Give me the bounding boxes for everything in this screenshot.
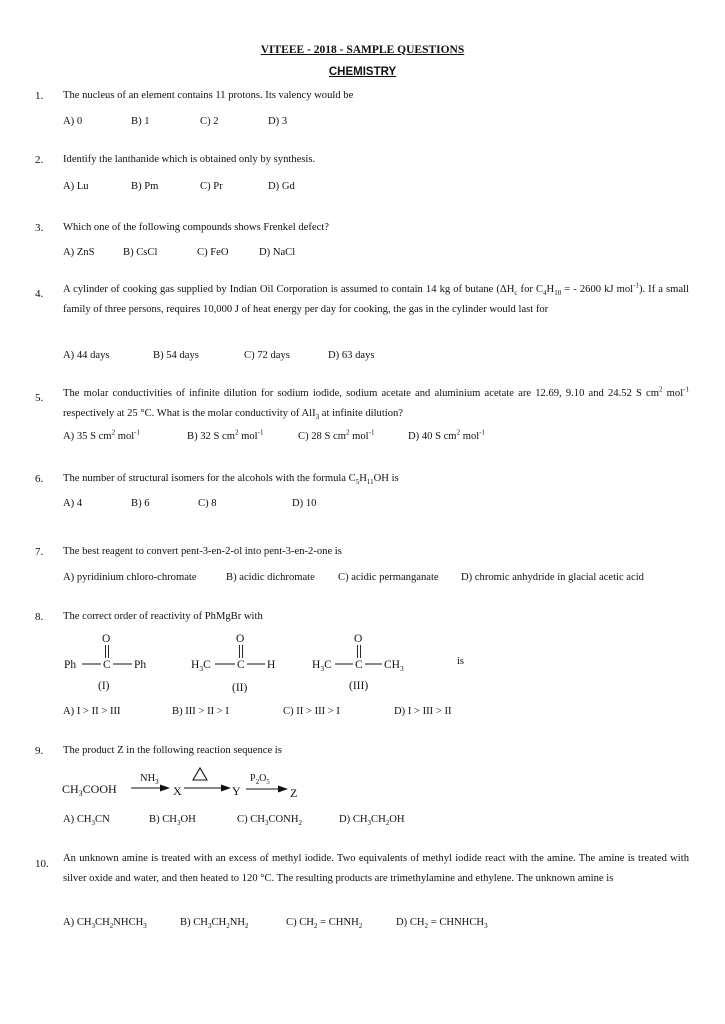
option-a: A) 4 [63, 498, 83, 509]
option-d: D) chromic anhydride in glacial acetic acid [461, 572, 644, 583]
svg-text:O: O [354, 633, 363, 645]
option-b: B) acidic dichromate [226, 572, 315, 583]
question-text: The molar conductivities of infinite dilution for sodium iodide, sodium acetate and aluminium acetate are 12.69, 9.10 and 24.52 S $cm^2$ mol$^{-1}$ respectively at 25 °C. What is the molar conductivity of AlI$_3$ at infinite dilution? [63, 385, 689, 422]
option-c: C) 28 S $cm^2$ mol$^{-1}$ [298, 428, 375, 442]
ketone-structures [60, 628, 480, 700]
option-d: D) $CH_3CH_2OH$ [339, 814, 405, 828]
option-c: C) $CH_3CONH_2$ [237, 814, 302, 828]
option-b: B) 6 [131, 498, 150, 509]
option-b: B) CsCl [123, 247, 158, 258]
question-number: 3. [35, 222, 44, 234]
option-c: C) FeO [197, 247, 229, 258]
option-d: D) NaCl [259, 247, 296, 258]
svg-text:C: C [103, 659, 111, 671]
question-number: 4. [35, 288, 44, 300]
option-b: B) $CH_3OH$ [149, 814, 196, 828]
option-a: A) pyridinium chloro-chromate [63, 572, 197, 583]
svg-text:Ph: Ph [64, 659, 77, 671]
svg-text:(I): (I) [98, 680, 110, 692]
subject-title: CHEMISTRY [328, 66, 397, 78]
question-number: 6. [35, 473, 44, 485]
svg-text:Z: Z [290, 786, 298, 800]
question-text: Identify the lanthanide which is obtained only by synthesis. [63, 154, 316, 165]
option-d: D) $CH_2$ = $CHNHCH_3$ [396, 917, 488, 931]
option-d: D) 3 [268, 116, 288, 127]
option-a: A) I > II > III [63, 706, 121, 717]
question-text: Which one of the following compounds shows Frenkel defect? [63, 222, 329, 233]
svg-text:O: O [236, 633, 245, 645]
option-b: B) III > II > I [172, 706, 229, 717]
option-b: B) 54 days [153, 350, 199, 361]
question-number: 1. [35, 90, 44, 102]
option-c: C) 72 days [244, 350, 290, 361]
option-c: C) 2 [200, 116, 219, 127]
option-a: A) 44 days [63, 350, 110, 361]
option-c: C) Pr [200, 181, 223, 192]
option-c: C) II > III > I [283, 706, 340, 717]
option-a: A) $CH_3CH_2NHCH_3$ [63, 917, 147, 931]
option-b: B) 32 S $cm^2$ mol$^{-1}$ [187, 428, 264, 442]
question-text: The correct order of reactivity of PhMgBr with [63, 611, 263, 622]
svg-text:CH3COOH: $CH_3COOH$ [62, 782, 117, 798]
svg-text:O: O [102, 633, 111, 645]
question-text: The best reagent to convert pent-3-en-2-ol into pent-3-en-2-one is [63, 546, 342, 557]
option-b: B) 1 [131, 116, 150, 127]
question-text: An unknown amine is treated with an excess of methyl iodide. Two equivalents of methyl iodide react with the amine. The amine is treated with silver oxide and water, and then heated to 120 °C. The resulting products are trimethylamine and ethylene. The unknown amine is [63, 853, 689, 884]
option-a: A) 0 [63, 116, 83, 127]
option-a: A) 35 S $cm^2$ mol$^{-1}$ [63, 428, 141, 442]
svg-text:(III): (III) [349, 680, 369, 692]
svg-text:(II): (II) [232, 682, 248, 694]
svg-text:X: X [173, 784, 182, 798]
svg-text:Ph: Ph [134, 659, 147, 671]
option-c: C) $CH_2$ = $CHNH_2$ [286, 917, 363, 931]
question-text: The nucleus of an element contains 11 protons. Its valency would be [63, 90, 354, 101]
option-c: C) acidic permanganate [338, 572, 439, 583]
option-a: A) $CH_3CN$ [63, 814, 110, 828]
svg-text:Y: Y [232, 784, 241, 798]
option-c: C) 8 [198, 498, 217, 509]
svg-text:C: C [355, 659, 363, 671]
question-number: 5. [35, 392, 44, 404]
option-b: B) $CH_3CH_2NH_2$ [180, 917, 249, 931]
question-number: 9. [35, 745, 44, 757]
option-d: D) 40 S $cm^2$ mol$^{-1}$ [408, 428, 486, 442]
option-d: D) 63 days [328, 350, 375, 361]
question-number: 7. [35, 546, 44, 558]
svg-text:H3C: $H_3C$ [312, 659, 332, 673]
option-a: A) Lu [63, 181, 89, 192]
svg-text:NH3: $NH_3$ [140, 773, 159, 786]
svg-text:CH3: $CH_3$ [384, 659, 404, 673]
question-number: 10. [35, 858, 49, 870]
reaction-scheme [60, 766, 320, 806]
question-text: The number of structural isomers for the alcohols with the formula $C_5H_{11}OH$ is [63, 473, 399, 487]
option-b: B) Pm [131, 181, 159, 192]
exam-title: VITEEE - 2018 - SAMPLE QUESTIONS [260, 44, 465, 56]
question-text: A cylinder of cooking gas supplied by Indian Oil Corporation is assumed to contain 14 kg of butane ($\Delta H_c$ for $C_4H_{10}$ = - 2600 kJ mol$^{-1}$). If a small family of three persons, requires 10,000 J of heat energy per day for cooking, the gas in the cylinder would last for [63, 281, 689, 315]
question-text: The product Z in the following reaction sequence is [63, 745, 282, 756]
option-d: D) Gd [268, 181, 295, 192]
question-number: 8. [35, 611, 44, 623]
svg-text:H: H [267, 659, 276, 671]
svg-text:C: C [237, 659, 245, 671]
svg-text:is: is [457, 656, 465, 667]
question-number: 2. [35, 154, 44, 166]
svg-text:H3C: $H_3C$ [191, 659, 211, 673]
svg-text:P2O5: $P_2O_5$ [250, 773, 270, 786]
option-d: D) 10 [292, 498, 317, 509]
option-a: A) ZnS [63, 247, 95, 258]
option-d: D) I > III > II [394, 706, 452, 717]
